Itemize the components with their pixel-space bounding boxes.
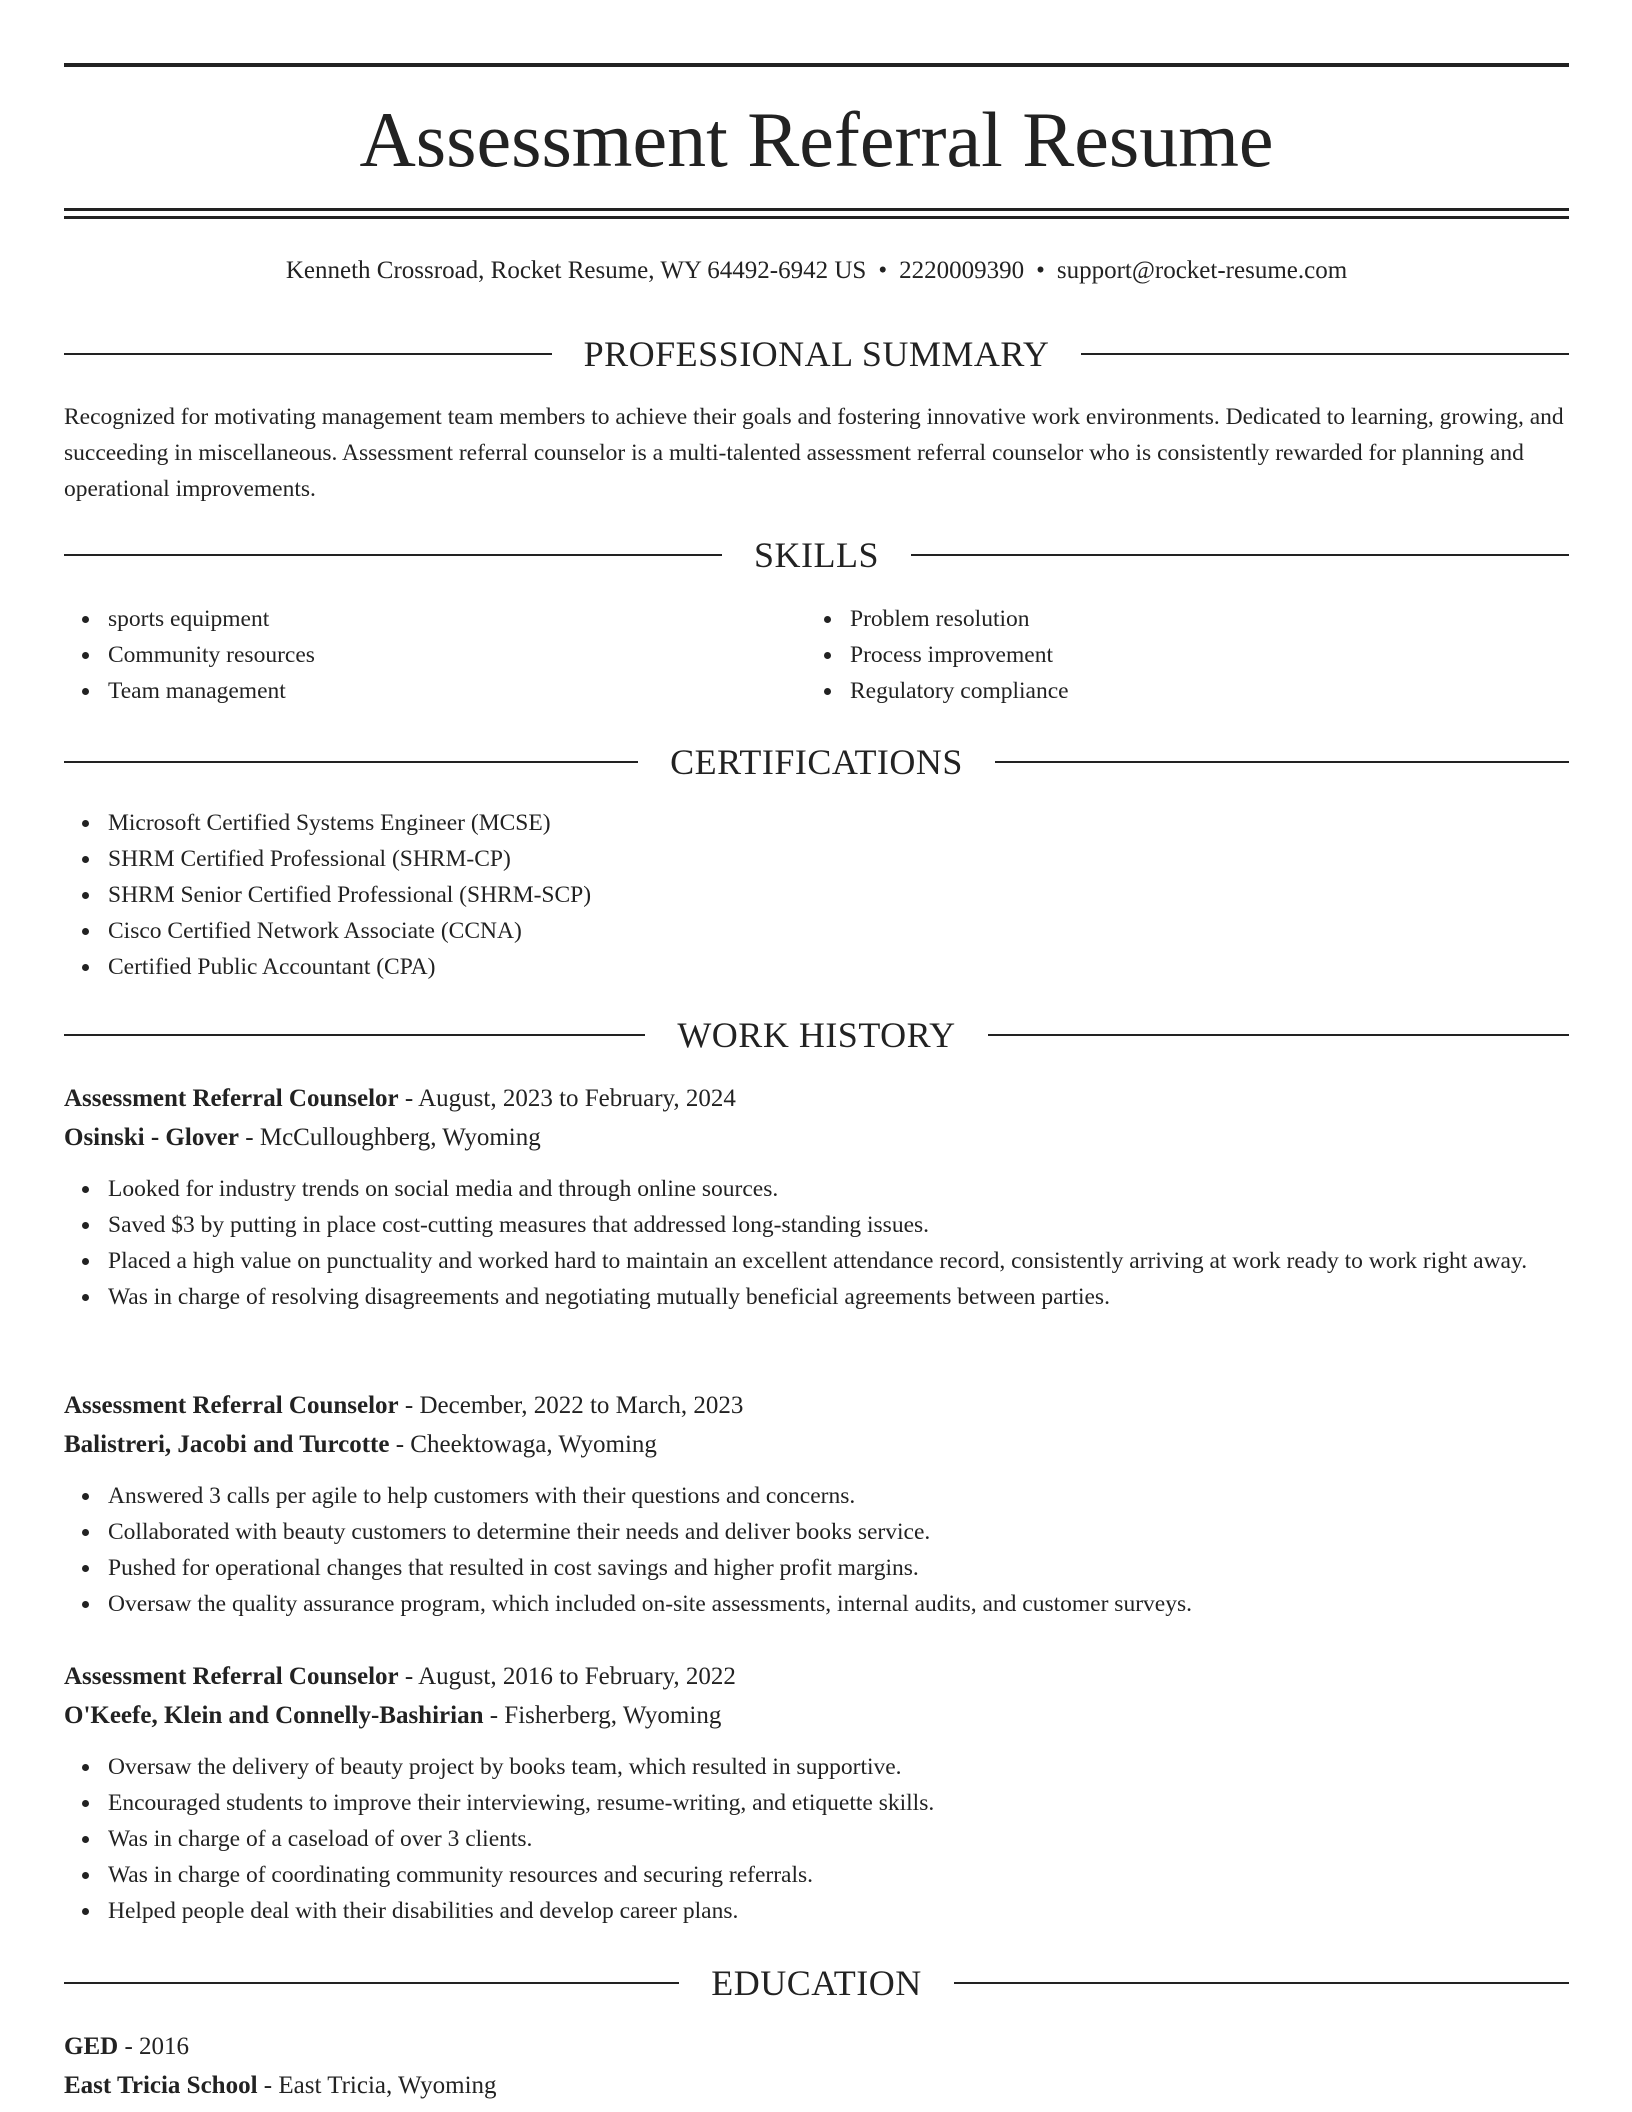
heading-rule — [954, 1982, 1569, 1984]
skills-left-list — [64, 601, 744, 709]
summary-heading-label: PROFESSIONAL SUMMARY — [583, 334, 1050, 374]
certifications-block — [64, 805, 1569, 985]
job-company-line — [64, 1118, 1569, 1157]
job-bullet: Encouraged students to improve their interviewing, resume-writing, and etiquette skills. — [64, 1785, 1569, 1821]
heading-rule — [64, 554, 722, 556]
job-company: Osinski - Glover — [64, 1124, 240, 1151]
job-bullets — [64, 1478, 1569, 1622]
education-entry — [64, 2027, 1569, 2105]
certification-item: Certified Public Accountant (CPA) — [64, 949, 1569, 985]
job-dates: - December, 2022 to March, 2023 — [398, 1392, 744, 1419]
job-title-line — [64, 1386, 1569, 1425]
page-title: Assessment Referral Resume — [359, 96, 1274, 183]
job-bullet: Pushed for operational changes that resulted in cost savings and higher profit margins. — [64, 1550, 1569, 1586]
skill-item: Team management — [64, 673, 744, 709]
education-heading — [64, 1961, 1569, 2005]
job-bullet: Collaborated with beauty customers to determine their needs and deliver books service. — [64, 1514, 1569, 1550]
certifications-list — [64, 805, 1569, 985]
job-bullet: Was in charge of a caseload of over 3 clients. — [64, 1821, 1569, 1857]
job-bullet: Oversaw the delivery of beauty project by books team, which resulted in supportive. — [64, 1749, 1569, 1785]
job-dates: - August, 2023 to February, 2024 — [398, 1085, 736, 1112]
skills-left-column — [64, 601, 744, 709]
top-rule — [64, 63, 1569, 67]
job-bullet: Oversaw the quality assurance program, which included on-site assessments, internal audits, and customer surveys. — [64, 1586, 1569, 1622]
job-bullet: Was in charge of coordinating community resources and securing referrals. — [64, 1857, 1569, 1893]
skill-item: sports equipment — [64, 601, 744, 637]
certification-item: SHRM Senior Certified Professional (SHRM-SCP) — [64, 877, 1569, 913]
education-degree: GED — [64, 2033, 119, 2060]
heading-rule — [64, 1982, 679, 1984]
job-location: - Cheektowaga, Wyoming — [389, 1431, 657, 1458]
work-heading-label: WORK HISTORY — [677, 1015, 956, 1055]
summary-text: Recognized for motivating management team members to achieve their goals and fostering innovative work environments. Dedicated to learning, growing, and succeeding in miscellaneous. Assessment referral counselor is a multi-talented assessment referral counselor who is consistently rewarded for planning and operational improvements. — [64, 404, 1564, 502]
heading-rule — [64, 1034, 645, 1036]
contact-address: Kenneth Crossroad, Rocket Resume, WY 64492-6942 US — [285, 257, 867, 284]
job-bullets — [64, 1171, 1569, 1315]
contact-separator: • — [878, 257, 888, 284]
job-entry — [64, 1079, 1569, 1315]
job-title: Assessment Referral Counselor — [64, 1663, 399, 1690]
skills-heading-label: SKILLS — [754, 535, 880, 575]
education-degree-line — [64, 2027, 1569, 2066]
job-title-line — [64, 1657, 1569, 1696]
heading-rule — [64, 761, 638, 763]
certifications-heading — [64, 740, 1569, 784]
job-title-line — [64, 1079, 1569, 1118]
contact-email: support@rocket-resume.com — [1056, 257, 1348, 284]
heading-rule — [988, 1034, 1569, 1036]
job-title: Assessment Referral Counselor — [64, 1085, 399, 1112]
heading-rule — [1081, 353, 1569, 355]
job-company: Balistreri, Jacobi and Turcotte — [64, 1431, 390, 1458]
education-school-line — [64, 2066, 1569, 2105]
job-location: - Fisherberg, Wyoming — [483, 1702, 722, 1729]
job-company: O'Keefe, Klein and Connelly-Bashirian — [64, 1702, 484, 1729]
job-entry — [64, 1657, 1569, 1929]
certification-item: Cisco Certified Network Associate (CCNA) — [64, 913, 1569, 949]
job-bullet: Saved $3 by putting in place cost-cutting measures that addressed long-standing issues. — [64, 1207, 1569, 1243]
skill-item: Regulatory compliance — [806, 673, 1486, 709]
heading-rule — [995, 761, 1569, 763]
job-bullet: Was in charge of resolving disagreements and negotiating mutually beneficial agreements between parties. — [64, 1279, 1569, 1315]
education-location: - East Tricia, Wyoming — [257, 2072, 497, 2099]
job-dates: - August, 2016 to February, 2022 — [398, 1663, 736, 1690]
skill-item: Community resources — [64, 637, 744, 673]
job-company-line — [64, 1425, 1569, 1464]
certifications-heading-label: CERTIFICATIONS — [670, 742, 963, 782]
job-bullet: Looked for industry trends on social media and through online sources. — [64, 1171, 1569, 1207]
job-title: Assessment Referral Counselor — [64, 1392, 399, 1419]
contact-separator: • — [1036, 257, 1045, 284]
job-bullet: Answered 3 calls per agile to help customers with their questions and concerns. — [64, 1478, 1569, 1514]
education-heading-label: EDUCATION — [711, 1963, 922, 2003]
heading-rule — [911, 554, 1569, 556]
work-heading — [64, 1013, 1569, 1057]
job-bullet: Helped people deal with their disabilities and develop career plans. — [64, 1893, 1569, 1929]
title-rule-lower — [64, 216, 1569, 219]
certification-item: Microsoft Certified Systems Engineer (MCSE) — [64, 805, 1569, 841]
contact-line — [64, 254, 1569, 288]
certification-item: SHRM Certified Professional (SHRM-CP) — [64, 841, 1569, 877]
job-bullets — [64, 1749, 1569, 1929]
heading-rule — [64, 353, 552, 355]
job-company-line — [64, 1696, 1569, 1735]
education-school: East Tricia School — [64, 2072, 258, 2099]
skills-right-column — [806, 601, 1486, 709]
job-location: - McCulloughberg, Wyoming — [239, 1124, 541, 1151]
contact-phone: 2220009390 — [899, 257, 1025, 284]
skill-item: Problem resolution — [806, 601, 1486, 637]
education-year: - 2016 — [118, 2033, 190, 2060]
skills-heading — [64, 533, 1569, 577]
title-rule-upper — [64, 208, 1569, 211]
skill-item: Process improvement — [806, 637, 1486, 673]
summary-heading — [64, 332, 1569, 376]
job-bullet: Placed a high value on punctuality and worked hard to maintain an excellent attendance record, consistently arriving at work ready to work right away. — [64, 1243, 1569, 1279]
skills-right-list — [806, 601, 1486, 709]
job-entry — [64, 1386, 1569, 1622]
